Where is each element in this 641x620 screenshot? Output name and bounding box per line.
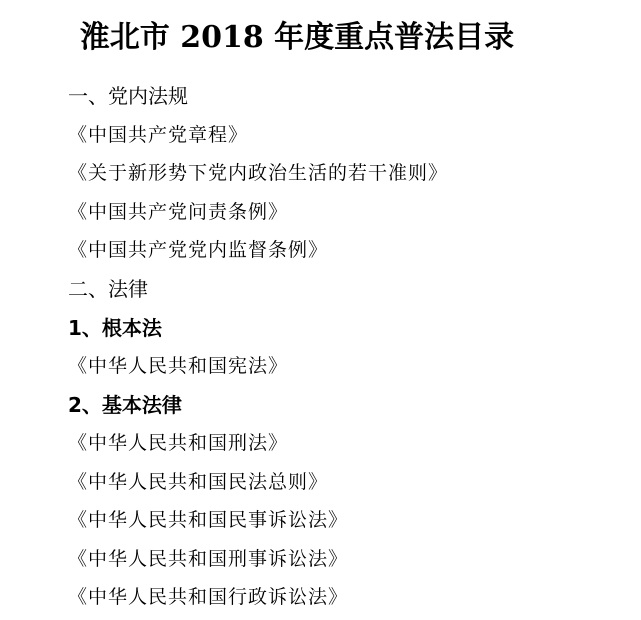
list-item: 《中国共产党问责条例》 bbox=[68, 201, 289, 223]
subsection-heading-fundamental-law: 1、根本法 bbox=[68, 316, 162, 340]
subsection-heading-basic-laws: 2、基本法律 bbox=[68, 393, 182, 417]
list-item: 《中华人民共和国刑事诉讼法》 bbox=[68, 548, 349, 570]
list-item: 《中华人民共和国民法总则》 bbox=[68, 471, 329, 493]
section-heading-party-regulations: 一、党内法规 bbox=[68, 84, 188, 108]
list-item: 《中华人民共和国刑法》 bbox=[68, 432, 289, 454]
list-item: 《中华人民共和国宪法》 bbox=[68, 355, 289, 377]
list-item: 《中国共产党章程》 bbox=[68, 124, 249, 146]
list-item: 《中国共产党党内监督条例》 bbox=[68, 239, 329, 261]
document-title: 淮北市 2018 年度重点普法目录 bbox=[79, 20, 515, 55]
list-item: 《中华人民共和国民事诉讼法》 bbox=[68, 509, 349, 531]
section-heading-laws: 二、法律 bbox=[68, 277, 148, 301]
list-item: 《中华人民共和国行政诉讼法》 bbox=[68, 586, 349, 608]
list-item: 《关于新形势下党内政治生活的若干准则》 bbox=[68, 162, 449, 184]
